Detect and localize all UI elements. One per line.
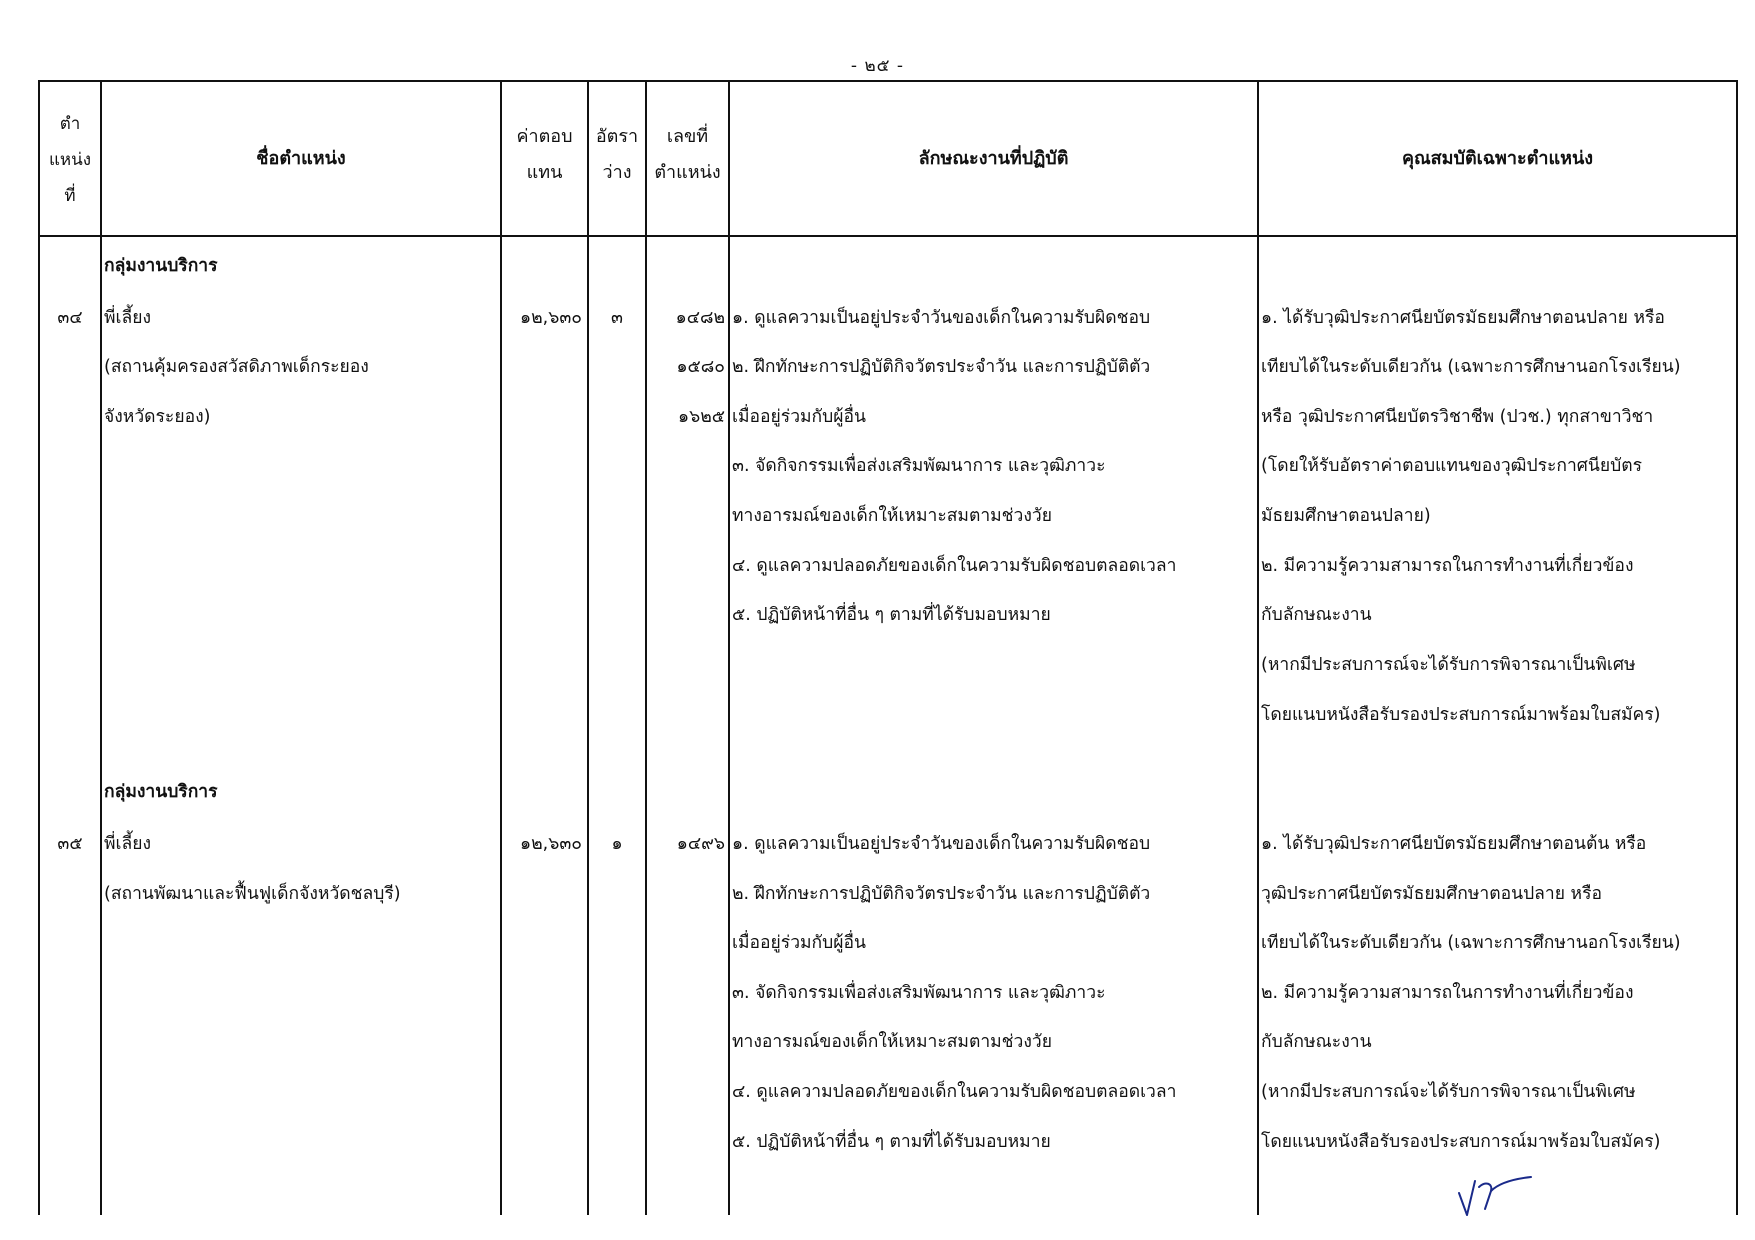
position-name-line: พี่เลี้ยง: [104, 308, 152, 328]
qualification-line: ๑. ได้รับวุฒิประกาศนียบัตรมัธยมศึกษาตอนต้น หรือ: [1261, 834, 1647, 854]
col-border-6: [1257, 80, 1259, 1215]
duty-line: ๓. จัดกิจกรรมเพื่อส่งเสริมพัฒนาการ และวุฒิภาวะ: [732, 983, 1106, 1003]
header-compensation: [502, 100, 587, 210]
duty-line: ๓. จัดกิจกรรมเพื่อส่งเสริมพัฒนาการ และวุฒิภาวะ: [732, 456, 1106, 476]
qualification-line: วุฒิประกาศนียบัตรมัธยมศึกษาตอนปลาย หรือ: [1261, 884, 1602, 904]
qualification-line: (หากมีประสบการณ์จะได้รับการพิจารณาเป็นพิเศษ: [1261, 655, 1636, 675]
duty-line: เมื่ออยู่ร่วมกับผู้อื่น: [732, 933, 866, 953]
header-position-code-line: เลขที่: [666, 126, 709, 147]
handwritten-signature: [1455, 1165, 1535, 1225]
header-duties: ลักษณะงานที่ปฏิบัติ: [918, 147, 1069, 169]
table-header-bottom-border: [38, 235, 1738, 237]
group-title: กลุ่มงานบริการ: [104, 256, 218, 276]
header-position-code-line: ตำแหน่ง: [654, 162, 721, 183]
duty-line: ๑. ดูแลความเป็นอยู่ประจำวันของเด็กในความรับผิดชอบ: [732, 308, 1151, 328]
position-name-line: จังหวัดระยอง): [104, 407, 211, 427]
col-border-4: [645, 80, 647, 1215]
vacancy: ๑: [611, 834, 623, 854]
group-title: กลุ่มงานบริการ: [104, 782, 218, 802]
position-name-line: พี่เลี้ยง: [104, 834, 152, 854]
qualification-line: กับลักษณะงาน: [1261, 605, 1372, 625]
header-position-no-line: ที่: [64, 186, 76, 206]
duty-line: ๔. ดูแลความปลอดภัยของเด็กในความรับผิดชอบตลอดเวลา: [732, 556, 1177, 576]
duty-line: ๑. ดูแลความเป็นอยู่ประจำวันของเด็กในความรับผิดชอบ: [732, 834, 1151, 854]
header-vacancy-line: อัตรา: [595, 126, 639, 147]
qualification-line: หรือ วุฒิประกาศนียบัตรวิชาชีพ (ปวช.) ทุกสาขาวิชา: [1261, 407, 1654, 427]
qualification-line: ๒. มีความรู้ความสามารถในการทำงานที่เกี่ยวข้อง: [1261, 556, 1634, 576]
qualification-line: ๑. ได้รับวุฒิประกาศนียบัตรมัธยมศึกษาตอนปลาย หรือ: [1261, 308, 1665, 328]
header-qualifications: คุณสมบัติเฉพาะตำแหน่ง: [1401, 147, 1594, 169]
col-border-7: [1736, 80, 1738, 1215]
duty-line: ทางอารมณ์ของเด็กให้เหมาะสมตามช่วงวัย: [732, 506, 1053, 526]
compensation: ๑๒,๖๓๐: [520, 834, 582, 854]
header-position-name: ชื่อตำแหน่ง: [256, 147, 346, 169]
qualification-line: (หากมีประสบการณ์จะได้รับการพิจารณาเป็นพิเศษ: [1261, 1082, 1636, 1102]
header-position-no-line: แหน่ง: [48, 150, 92, 170]
position-code: ๑๔๘๒: [675, 308, 725, 328]
vacancy: ๓: [611, 308, 623, 328]
col-border-5: [728, 80, 730, 1215]
header-compensation-line: แทน: [526, 162, 563, 183]
position-no: ๓๔: [57, 308, 83, 328]
col-border-3: [587, 80, 589, 1215]
position-name-line: (สถานพัฒนาและฟื้นฟูเด็กจังหวัดชลบุรี): [104, 884, 401, 904]
qualification-line: โดยแนบหนังสือรับรองประสบการณ์มาพร้อมใบสมัคร): [1261, 705, 1661, 725]
position-name-line: (สถานคุ้มครองสวัสดิภาพเด็กระยอง: [104, 357, 369, 377]
qualification-line: (โดยให้รับอัตราค่าตอบแทนของวุฒิประกาศนียบัตร: [1261, 456, 1643, 476]
qualification-line: มัธยมศึกษาตอนปลาย): [1261, 506, 1431, 526]
duty-line: เมื่ออยู่ร่วมกับผู้อื่น: [732, 407, 866, 427]
header-vacancy-line: ว่าง: [602, 162, 632, 183]
qualification-line: เทียบได้ในระดับเดียวกัน (เฉพาะการศึกษานอกโรงเรียน): [1261, 933, 1681, 953]
qualification-line: โดยแนบหนังสือรับรองประสบการณ์มาพร้อมใบสมัคร): [1261, 1132, 1661, 1152]
header-vacancy: [589, 100, 645, 210]
header-position-code: [647, 100, 728, 210]
page-number: - ๒๕ -: [850, 56, 905, 76]
col-border-1: [100, 80, 102, 1215]
qualification-line: กับลักษณะงาน: [1261, 1032, 1372, 1052]
duty-line: ๒. ฝึกทักษะการปฏิบัติกิจวัตรประจำวัน และการปฏิบัติตัว: [732, 884, 1151, 904]
header-position-no: [40, 90, 100, 230]
duty-line: ทางอารมณ์ของเด็กให้เหมาะสมตามช่วงวัย: [732, 1032, 1053, 1052]
qualification-line: ๒. มีความรู้ความสามารถในการทำงานที่เกี่ยวข้อง: [1261, 983, 1634, 1003]
position-code: ๑๕๘๐: [676, 357, 725, 377]
duty-line: ๕. ปฏิบัติหน้าที่อื่น ๆ ตามที่ได้รับมอบหมาย: [732, 605, 1051, 625]
col-border-0: [38, 80, 40, 1215]
qualification-line: เทียบได้ในระดับเดียวกัน (เฉพาะการศึกษานอกโรงเรียน): [1261, 357, 1681, 377]
position-code: ๑๖๒๕: [678, 407, 725, 427]
position-no: ๓๕: [57, 834, 83, 854]
duty-line: ๒. ฝึกทักษะการปฏิบัติกิจวัตรประจำวัน และการปฏิบัติตัว: [732, 357, 1151, 377]
compensation: ๑๒,๖๓๐: [520, 308, 582, 328]
header-position-no-line: ตำ: [59, 114, 81, 134]
header-compensation-line: ค่าตอบ: [516, 126, 573, 147]
col-border-2: [500, 80, 502, 1215]
duty-line: ๔. ดูแลความปลอดภัยของเด็กในความรับผิดชอบตลอดเวลา: [732, 1082, 1177, 1102]
position-code: ๑๔๙๖: [676, 834, 725, 854]
duty-line: ๕. ปฏิบัติหน้าที่อื่น ๆ ตามที่ได้รับมอบหมาย: [732, 1132, 1051, 1152]
